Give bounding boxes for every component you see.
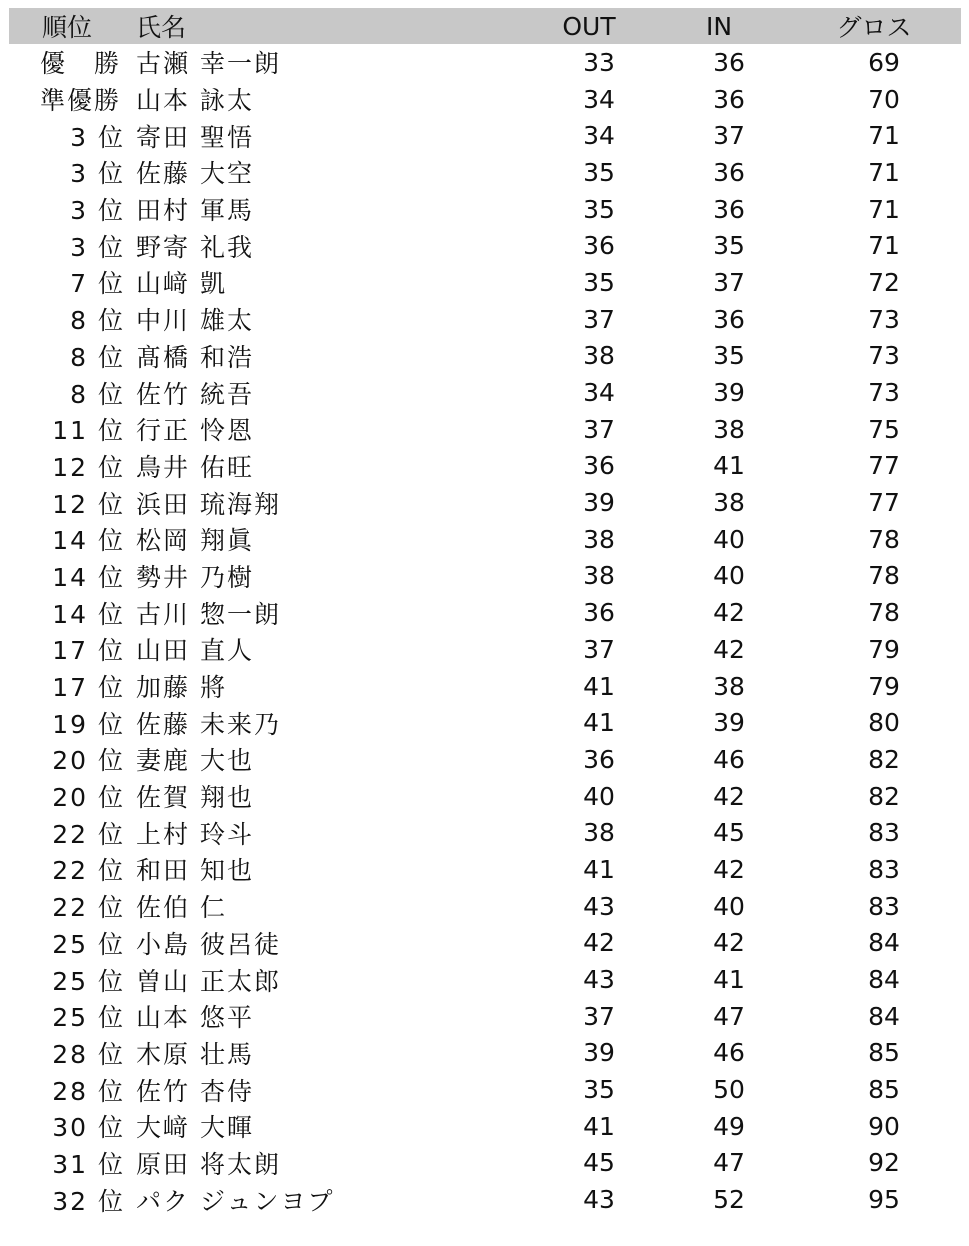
out-score-cell: 34	[583, 84, 615, 114]
name-cell: 原田 将太朗	[136, 1149, 281, 1179]
rank-cell: 20 位	[52, 746, 125, 776]
header-out: OUT	[562, 11, 616, 41]
in-score-cell: 40	[713, 561, 745, 591]
table-row	[9, 338, 961, 375]
rank-cell: 3 位	[70, 232, 125, 262]
table-row	[9, 558, 961, 595]
in-score-cell: 36	[713, 47, 745, 77]
in-score-cell: 45	[713, 818, 745, 848]
name-cell: 大﨑 大暉	[136, 1113, 254, 1143]
table-row	[9, 227, 961, 264]
in-score-cell: 37	[713, 267, 745, 297]
in-score-cell: 38	[713, 671, 745, 701]
gross-score-cell: 82	[868, 744, 900, 774]
rank-cell: 11 位	[52, 416, 125, 446]
table-row	[9, 814, 961, 851]
rank-cell: 22 位	[52, 893, 125, 923]
name-cell: 松岡 翔眞	[136, 526, 254, 556]
table-row	[9, 888, 961, 925]
gross-score-cell: 84	[868, 928, 900, 958]
rank-cell: 8 位	[70, 306, 125, 336]
gross-score-cell: 71	[868, 194, 900, 224]
gross-score-cell: 78	[868, 561, 900, 591]
name-cell: 佐竹 統吾	[136, 379, 254, 409]
gross-score-cell: 83	[868, 818, 900, 848]
out-score-cell: 42	[583, 928, 615, 958]
out-score-cell: 43	[583, 891, 615, 921]
rank-cell: 3 位	[70, 159, 125, 189]
name-cell: 野寄 礼我	[136, 232, 254, 262]
name-cell: 行正 怜恩	[136, 416, 254, 446]
rank-cell: 17 位	[52, 636, 125, 666]
gross-score-cell: 80	[868, 708, 900, 738]
table-row	[9, 374, 961, 411]
in-score-cell: 35	[713, 231, 745, 261]
in-score-cell: 42	[713, 634, 745, 664]
gross-score-cell: 77	[868, 451, 900, 481]
table-row	[9, 44, 961, 81]
in-score-cell: 40	[713, 524, 745, 554]
gross-score-cell: 77	[868, 488, 900, 518]
gross-score-cell: 72	[868, 267, 900, 297]
rank-cell: 22 位	[52, 856, 125, 886]
in-score-cell: 37	[713, 121, 745, 151]
header-rank: 順位	[42, 13, 93, 42]
rank-cell: 17 位	[52, 673, 125, 703]
out-score-cell: 37	[583, 1001, 615, 1031]
table-row	[9, 1181, 961, 1218]
out-score-cell: 38	[583, 341, 615, 371]
in-score-cell: 36	[713, 157, 745, 187]
in-score-cell: 39	[713, 708, 745, 738]
out-score-cell: 39	[583, 1038, 615, 1068]
in-score-cell: 42	[713, 928, 745, 958]
table-row	[9, 117, 961, 154]
name-cell: 山田 直人	[136, 636, 254, 666]
name-cell: 山﨑 凱	[136, 269, 227, 299]
table-row	[9, 594, 961, 631]
name-cell: 鳥井 佑旺	[136, 452, 254, 482]
table-row	[9, 264, 961, 301]
out-score-cell: 36	[583, 451, 615, 481]
out-score-cell: 43	[583, 1185, 615, 1215]
out-score-cell: 37	[583, 414, 615, 444]
out-score-cell: 43	[583, 965, 615, 995]
gross-score-cell: 71	[868, 231, 900, 261]
gross-score-cell: 79	[868, 634, 900, 664]
name-cell: 曽山 正太郎	[136, 966, 281, 996]
header-in: IN	[705, 11, 733, 41]
rank-cell: 30 位	[52, 1113, 125, 1143]
out-score-cell: 36	[583, 598, 615, 628]
out-score-cell: 41	[583, 854, 615, 884]
out-score-cell: 36	[583, 744, 615, 774]
out-score-cell: 33	[583, 47, 615, 77]
gross-score-cell: 73	[868, 378, 900, 408]
gross-score-cell: 78	[868, 598, 900, 628]
out-score-cell: 41	[583, 671, 615, 701]
name-cell: 加藤 將	[136, 673, 227, 703]
rank-cell: 3 位	[70, 122, 125, 152]
gross-score-cell: 83	[868, 854, 900, 884]
in-score-cell: 47	[713, 1148, 745, 1178]
out-score-cell: 41	[583, 1111, 615, 1141]
in-score-cell: 47	[713, 1001, 745, 1031]
rank-cell: 32 位	[52, 1186, 125, 1216]
rank-cell: 25 位	[52, 966, 125, 996]
table-row	[9, 961, 961, 998]
rank-cell: 14 位	[52, 562, 125, 592]
header-gross: グロス	[836, 13, 912, 42]
in-score-cell: 46	[713, 744, 745, 774]
table-row	[9, 668, 961, 705]
out-score-cell: 34	[583, 121, 615, 151]
table-row	[9, 741, 961, 778]
in-score-cell: 49	[713, 1111, 745, 1141]
table-row	[9, 411, 961, 448]
table-row	[9, 778, 961, 815]
in-score-cell: 42	[713, 598, 745, 628]
rank-cell: 20 位	[52, 783, 125, 813]
gross-score-cell: 75	[868, 414, 900, 444]
table-row	[9, 521, 961, 558]
table-row	[9, 81, 961, 118]
rank-cell: 3 位	[70, 196, 125, 226]
in-score-cell: 38	[713, 414, 745, 444]
gross-score-cell: 84	[868, 1001, 900, 1031]
out-score-cell: 36	[583, 231, 615, 261]
table-row	[9, 1071, 961, 1108]
table-row	[9, 631, 961, 668]
out-score-cell: 37	[583, 634, 615, 664]
name-cell: 佐藤 未来乃	[136, 709, 281, 739]
gross-score-cell: 73	[868, 341, 900, 371]
gross-score-cell: 73	[868, 304, 900, 334]
gross-score-cell: 78	[868, 524, 900, 554]
table-body	[9, 44, 961, 1218]
in-score-cell: 42	[713, 854, 745, 884]
in-score-cell: 36	[713, 194, 745, 224]
in-score-cell: 35	[713, 341, 745, 371]
name-cell: 佐賀 翔也	[136, 783, 254, 813]
name-cell: 中川 雄太	[136, 306, 254, 336]
out-score-cell: 38	[583, 561, 615, 591]
gross-score-cell: 79	[868, 671, 900, 701]
gross-score-cell: 71	[868, 157, 900, 187]
rank-cell: 28 位	[52, 1039, 125, 1069]
in-score-cell: 52	[713, 1185, 745, 1215]
name-cell: 妻鹿 大也	[136, 746, 254, 776]
out-score-cell: 41	[583, 708, 615, 738]
name-cell: 田村 軍馬	[136, 196, 254, 226]
gross-score-cell: 82	[868, 781, 900, 811]
table-row	[9, 448, 961, 485]
in-score-cell: 41	[713, 451, 745, 481]
results-table	[9, 8, 961, 1218]
table-row	[9, 998, 961, 1035]
name-cell: 小島 彼呂徒	[136, 929, 281, 959]
gross-score-cell: 84	[868, 965, 900, 995]
rank-cell: 8 位	[70, 379, 125, 409]
name-cell: 髙橋 和浩	[136, 342, 254, 372]
rank-cell: 28 位	[52, 1076, 125, 1106]
rank-cell: 25 位	[52, 1003, 125, 1033]
out-score-cell: 34	[583, 378, 615, 408]
name-cell: 佐竹 杏侍	[136, 1076, 254, 1106]
gross-score-cell: 95	[868, 1185, 900, 1215]
rank-cell: 8 位	[70, 342, 125, 372]
in-score-cell: 39	[713, 378, 745, 408]
table-row	[9, 1145, 961, 1182]
name-cell: 和田 知也	[136, 856, 254, 886]
rank-cell: 優 勝	[40, 49, 122, 79]
gross-score-cell: 92	[868, 1148, 900, 1178]
table-row	[9, 1035, 961, 1072]
name-cell: 寄田 聖悟	[136, 122, 254, 152]
out-score-cell: 38	[583, 818, 615, 848]
table-row	[9, 191, 961, 228]
out-score-cell: 35	[583, 1075, 615, 1105]
out-score-cell: 35	[583, 157, 615, 187]
table-row	[9, 704, 961, 741]
in-score-cell: 36	[713, 304, 745, 334]
out-score-cell: 39	[583, 488, 615, 518]
table-header	[9, 8, 961, 44]
rank-cell: 22 位	[52, 819, 125, 849]
in-score-cell: 41	[713, 965, 745, 995]
table-row	[9, 484, 961, 521]
name-cell: 古川 惣一朗	[136, 599, 281, 629]
in-score-cell: 46	[713, 1038, 745, 1068]
gross-score-cell: 85	[868, 1075, 900, 1105]
table-row	[9, 925, 961, 962]
in-score-cell: 38	[713, 488, 745, 518]
name-cell: 上村 玲斗	[136, 819, 254, 849]
out-score-cell: 35	[583, 194, 615, 224]
table-row	[9, 154, 961, 191]
rank-cell: 14 位	[52, 526, 125, 556]
name-cell: パク ジュンヨプ	[136, 1186, 335, 1216]
gross-score-cell: 85	[868, 1038, 900, 1068]
name-cell: 勢井 乃樹	[136, 562, 254, 592]
name-cell: 佐伯 仁	[136, 893, 227, 923]
in-score-cell: 42	[713, 781, 745, 811]
table-row	[9, 851, 961, 888]
name-cell: 木原 壮馬	[136, 1039, 254, 1069]
header-name: 氏名	[136, 13, 187, 42]
gross-score-cell: 70	[868, 84, 900, 114]
gross-score-cell: 83	[868, 891, 900, 921]
table-row	[9, 301, 961, 338]
rank-cell: 12 位	[52, 489, 125, 519]
name-cell: 山本 悠平	[136, 1003, 254, 1033]
gross-score-cell: 71	[868, 121, 900, 151]
out-score-cell: 40	[583, 781, 615, 811]
rank-cell: 25 位	[52, 929, 125, 959]
rank-cell: 7 位	[70, 269, 125, 299]
rank-cell: 19 位	[52, 709, 125, 739]
rank-cell: 準優勝	[40, 86, 122, 116]
in-score-cell: 40	[713, 891, 745, 921]
rank-cell: 12 位	[52, 452, 125, 482]
in-score-cell: 36	[713, 84, 745, 114]
out-score-cell: 37	[583, 304, 615, 334]
rank-cell: 14 位	[52, 599, 125, 629]
in-score-cell: 50	[713, 1075, 745, 1105]
name-cell: 山本 詠太	[136, 86, 254, 116]
name-cell: 佐藤 大空	[136, 159, 254, 189]
name-cell: 古瀬 幸一朗	[136, 49, 281, 79]
out-score-cell: 35	[583, 267, 615, 297]
table-row	[9, 1108, 961, 1145]
out-score-cell: 38	[583, 524, 615, 554]
out-score-cell: 45	[583, 1148, 615, 1178]
gross-score-cell: 69	[868, 47, 900, 77]
gross-score-cell: 90	[868, 1111, 900, 1141]
name-cell: 浜田 琉海翔	[136, 489, 281, 519]
rank-cell: 31 位	[52, 1149, 125, 1179]
